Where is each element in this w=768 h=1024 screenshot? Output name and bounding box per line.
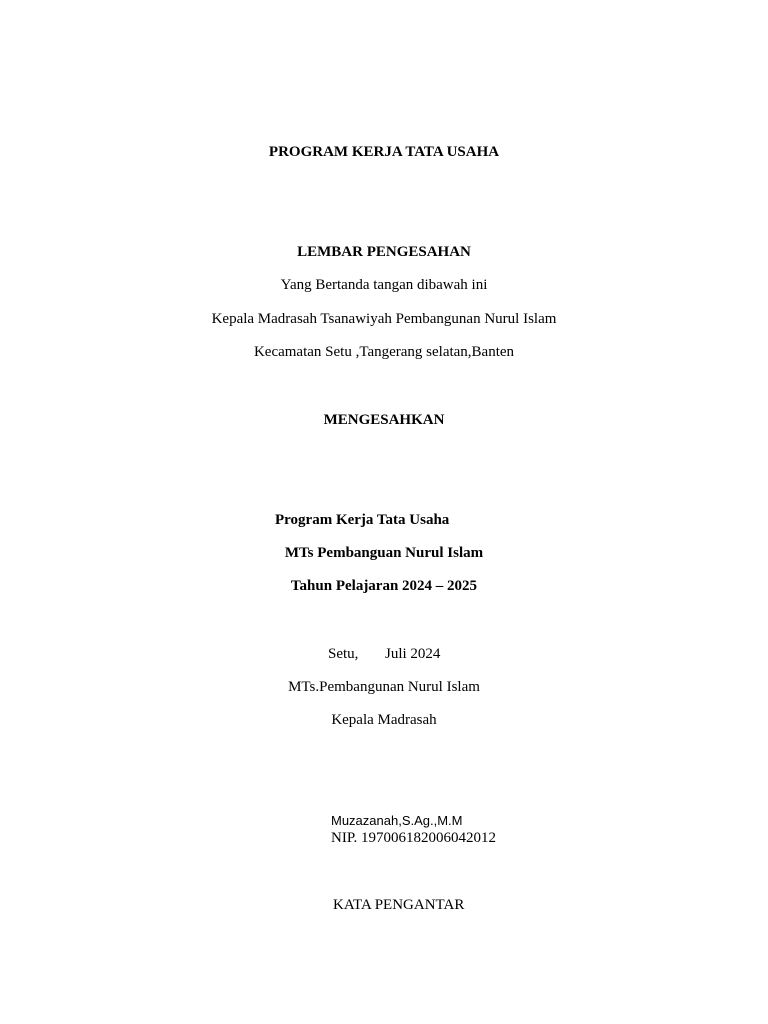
document-title: PROGRAM KERJA TATA USAHA xyxy=(268,144,500,160)
program-school: MTs Pembanguan Nurul Islam xyxy=(284,545,484,561)
program-name: Program Kerja Tata Usaha xyxy=(275,512,450,528)
signature-role: Kepala Madrasah xyxy=(331,712,437,728)
program-year: Tahun Pelajaran 2024 – 2025 xyxy=(290,578,478,594)
approval-location: Kecamatan Setu ,Tangerang selatan,Banten xyxy=(253,344,515,360)
approval-intro: Yang Bertanda tangan dibawah ini xyxy=(280,277,488,293)
signature-institution: MTs.Pembangunan Nurul Islam xyxy=(288,679,480,695)
approval-verb: MENGESAHKAN xyxy=(323,412,445,428)
signature-date: Juli 2024 xyxy=(385,646,441,662)
approval-position: Kepala Madrasah Tsanawiyah Pembangunan Nurul Islam xyxy=(211,311,557,327)
next-section-heading: KATA PENGANTAR xyxy=(333,897,465,913)
signature-place: Setu, xyxy=(328,646,359,662)
signer-nip: NIP. 197006182006042012 xyxy=(331,830,497,846)
approval-heading: LEMBAR PENGESAHAN xyxy=(297,244,471,260)
signer-name: Muzazanah,S.Ag.,M.M xyxy=(331,813,463,828)
